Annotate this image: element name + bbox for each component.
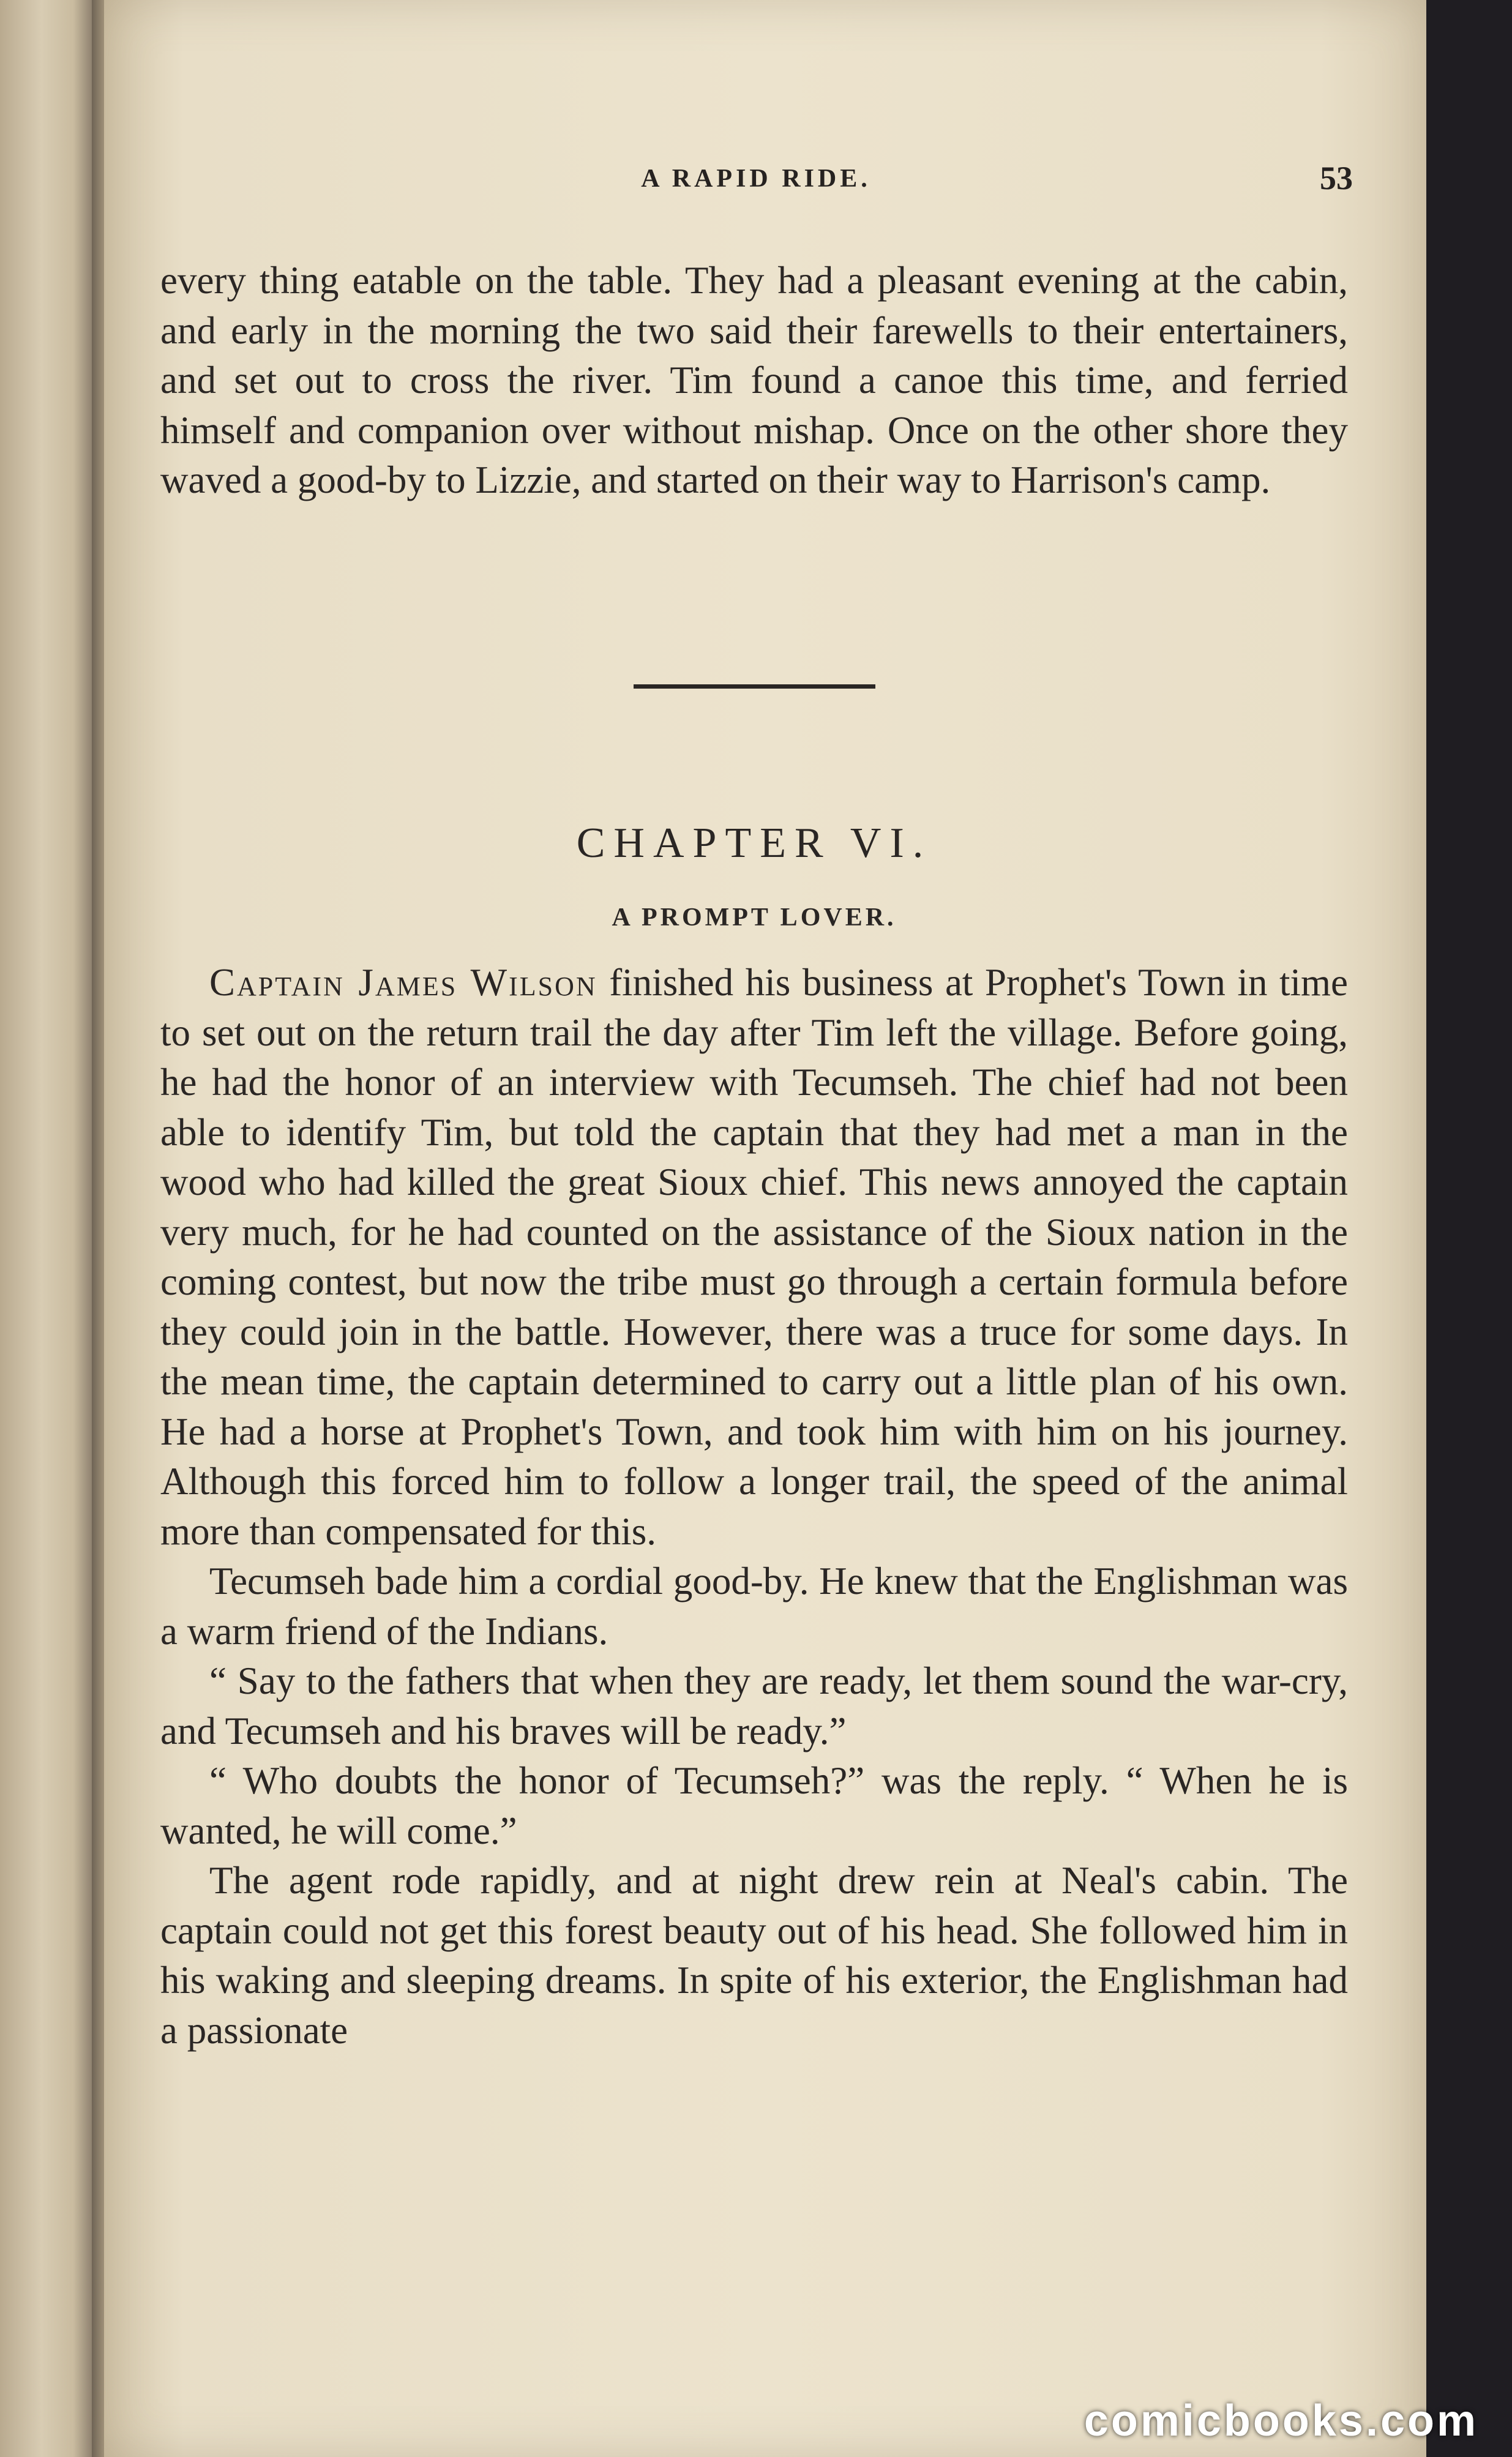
paragraph: “ Who doubts the honor of Tecumseh?” was the reply. “ When he is wanted, he will come.” [160,1759,1348,1852]
chapter-text-block [160,958,1348,2055]
running-title: A RAPID RIDE. [641,165,871,193]
watermark: comicbooks.com [1083,2396,1478,2445]
paragraph: every thing eatable on the table. They had a pleasant evening at the cabin, and early in the morning the two said their farewells to their entertainers, and set out to cross the river. Tim found a canoe this time, and ferried himself and companion over without mishap. Once on the other shore they waved a good-by to Lizzie, and started on their way to Harrison's camp. [160,259,1348,501]
section-divider-rule [634,684,875,689]
top-text-block [160,256,1348,506]
page-number: 53 [1320,160,1353,196]
opening-words: Captain James Wilson [209,961,597,1004]
paragraph [160,958,1348,1557]
paragraph: “ Say to the fathers that when they are ready, let them sound the war-cry, and Tecumseh and his braves will be ready.” [160,1659,1348,1752]
chapter-heading: CHAPTER VI. [576,820,932,867]
running-head [159,160,1353,201]
paragraph: The agent rode rapidly, and at night drew rein at Neal's cabin. The captain could not get this forest beauty out of his head. She followed him in his waking and sleeping dreams. In spite of his exterior, the Englishman had a passionate [160,1859,1348,2052]
page-background-edge [1426,0,1512,2457]
facing-page-edge [0,0,92,2457]
chapter-subtitle: A PROMPT LOVER. [612,903,897,932]
paragraph: Tecumseh bade him a cordial good-by. He knew that the Englishman was a warm friend of the Indians. [160,1560,1348,1653]
paragraph-text: finished his business at Prophet's Town in time to set out on the return trail the day after Tim left the village. Before going, he had the honor of an interview with Tecumseh. The chief had not been able to identify Tim, but told the captain that they had met a man in the wood who had killed the great Sioux chief. This news annoyed the captain very much, for he had counted on the assistance of the Sioux nation in the coming contest, but now the tribe must go through a certain formula before they could join in the battle. However, there was a truce for some days. In the mean time, the captain determined to carry out a little plan of his own. He had a horse at Prophet's Town, and took him with him on his journey. Although this forced him to follow a longer trail, the speed of the animal more than compensated for this. [160,961,1348,1553]
